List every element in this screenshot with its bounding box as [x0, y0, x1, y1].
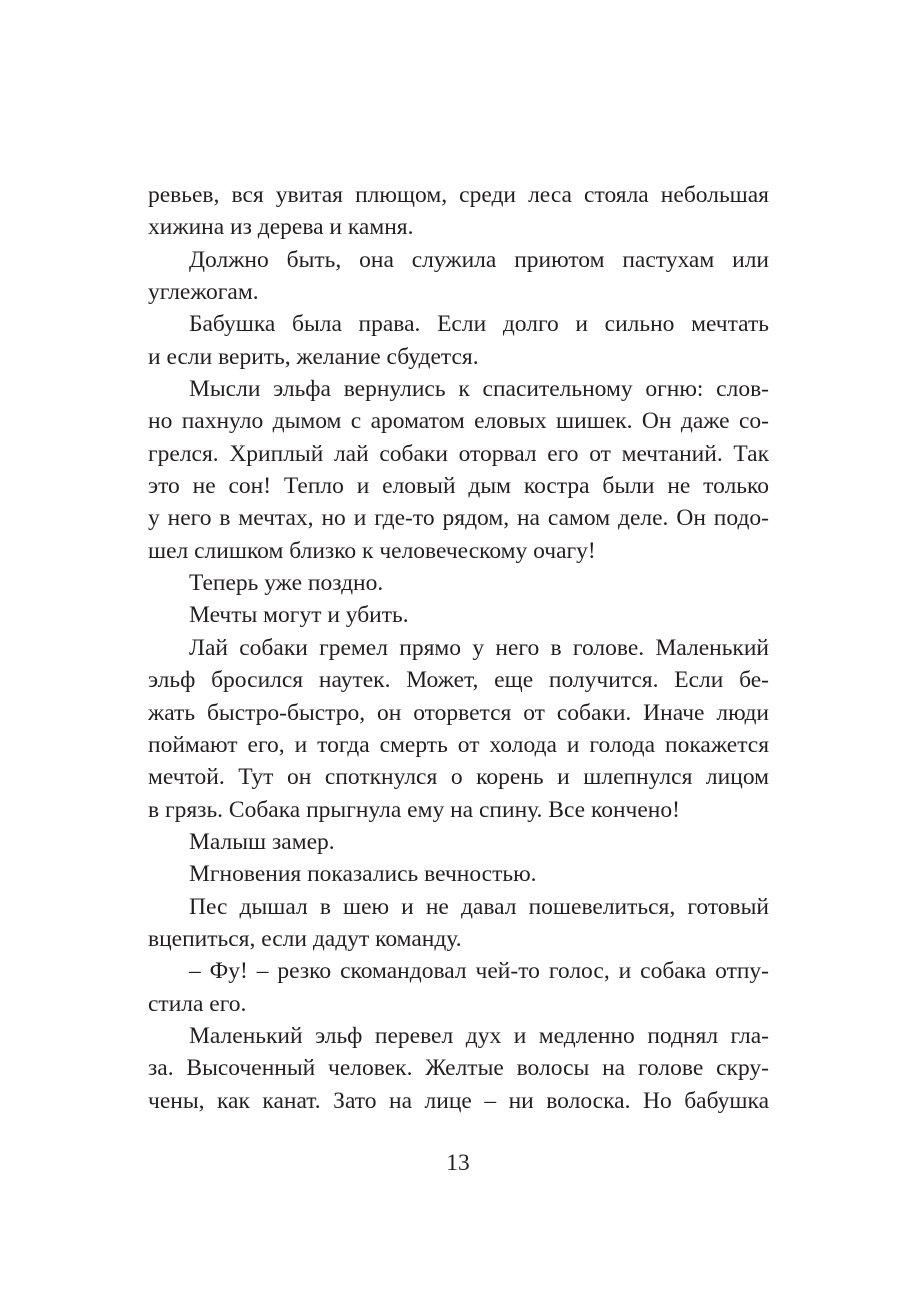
text-line: и если верить, желание сбудется. — [148, 343, 479, 370]
text-line: стила его. — [148, 990, 247, 1017]
text-line: Лай собаки гремел прямо у него в голове. Маленький — [189, 634, 769, 661]
text-line: хижина из дерева и камня. — [148, 214, 414, 241]
text-line: жать быстро-быстро, он оторвется от собаки. Иначе люди — [148, 699, 769, 726]
text-line: Мгновения показались вечностью. — [189, 861, 537, 888]
text-line: Бабушка была права. Если долго и сильно мечтать — [189, 311, 769, 338]
text-line: Теперь уже поздно. — [189, 570, 384, 597]
text-line: Пес дышал в шею и не давал пошевелиться, готовый — [189, 893, 769, 920]
text-line: шел слишком близко к человеческому очагу! — [148, 537, 596, 564]
text-line: у него в мечтах, но и где-то рядом, на самом деле. Он подо- — [148, 505, 769, 532]
text-line: Мечты могут и убить. — [189, 602, 409, 629]
text-line: Малыш замер. — [189, 828, 335, 855]
text-line: Должно быть, она служила приютом пастухам или — [189, 246, 769, 273]
text-line: за. Высоченный человек. Желтые волосы на голове скру- — [148, 1055, 769, 1082]
text-line: вцепиться, если дадут команду. — [148, 925, 462, 952]
text-line: эльф бросился наутек. Может, еще получится. Если бе- — [148, 667, 769, 694]
text-line: чены, как канат. Зато на лице – ни волоска. Но бабушка — [148, 1087, 769, 1114]
text-line: Маленький эльф перевел дух и медленно поднял гла- — [189, 1022, 769, 1049]
text-line: Мысли эльфа вернулись к спасительному огню: слов- — [189, 376, 769, 403]
text-line: мечтой. Тут он споткнулся о корень и шлепнулся лицом — [148, 764, 769, 791]
text-line: поймают его, и тогда смерть от холода и голода покажется — [148, 731, 769, 758]
text-line: это не сон! Тепло и еловый дым костра были не только — [148, 473, 769, 500]
text-line: но пахнуло дымом с ароматом еловых шишек. Он даже со- — [148, 408, 769, 435]
text-line: в грязь. Собака прыгнула ему на спину. Все кончено! — [148, 796, 680, 823]
text-line: углежогам. — [148, 279, 259, 306]
text-line: – Фу! – резко скомандовал чей-то голос, и собака отпу- — [189, 958, 769, 985]
text-line: грелся. Хриплый лай собаки оторвал его от мечтаний. Так — [148, 440, 769, 467]
text-line: ревьев, вся увитая плющом, среди леса стояла небольшая — [148, 182, 769, 208]
body-text — [148, 179, 769, 1117]
page-number: 13 — [446, 1150, 470, 1176]
